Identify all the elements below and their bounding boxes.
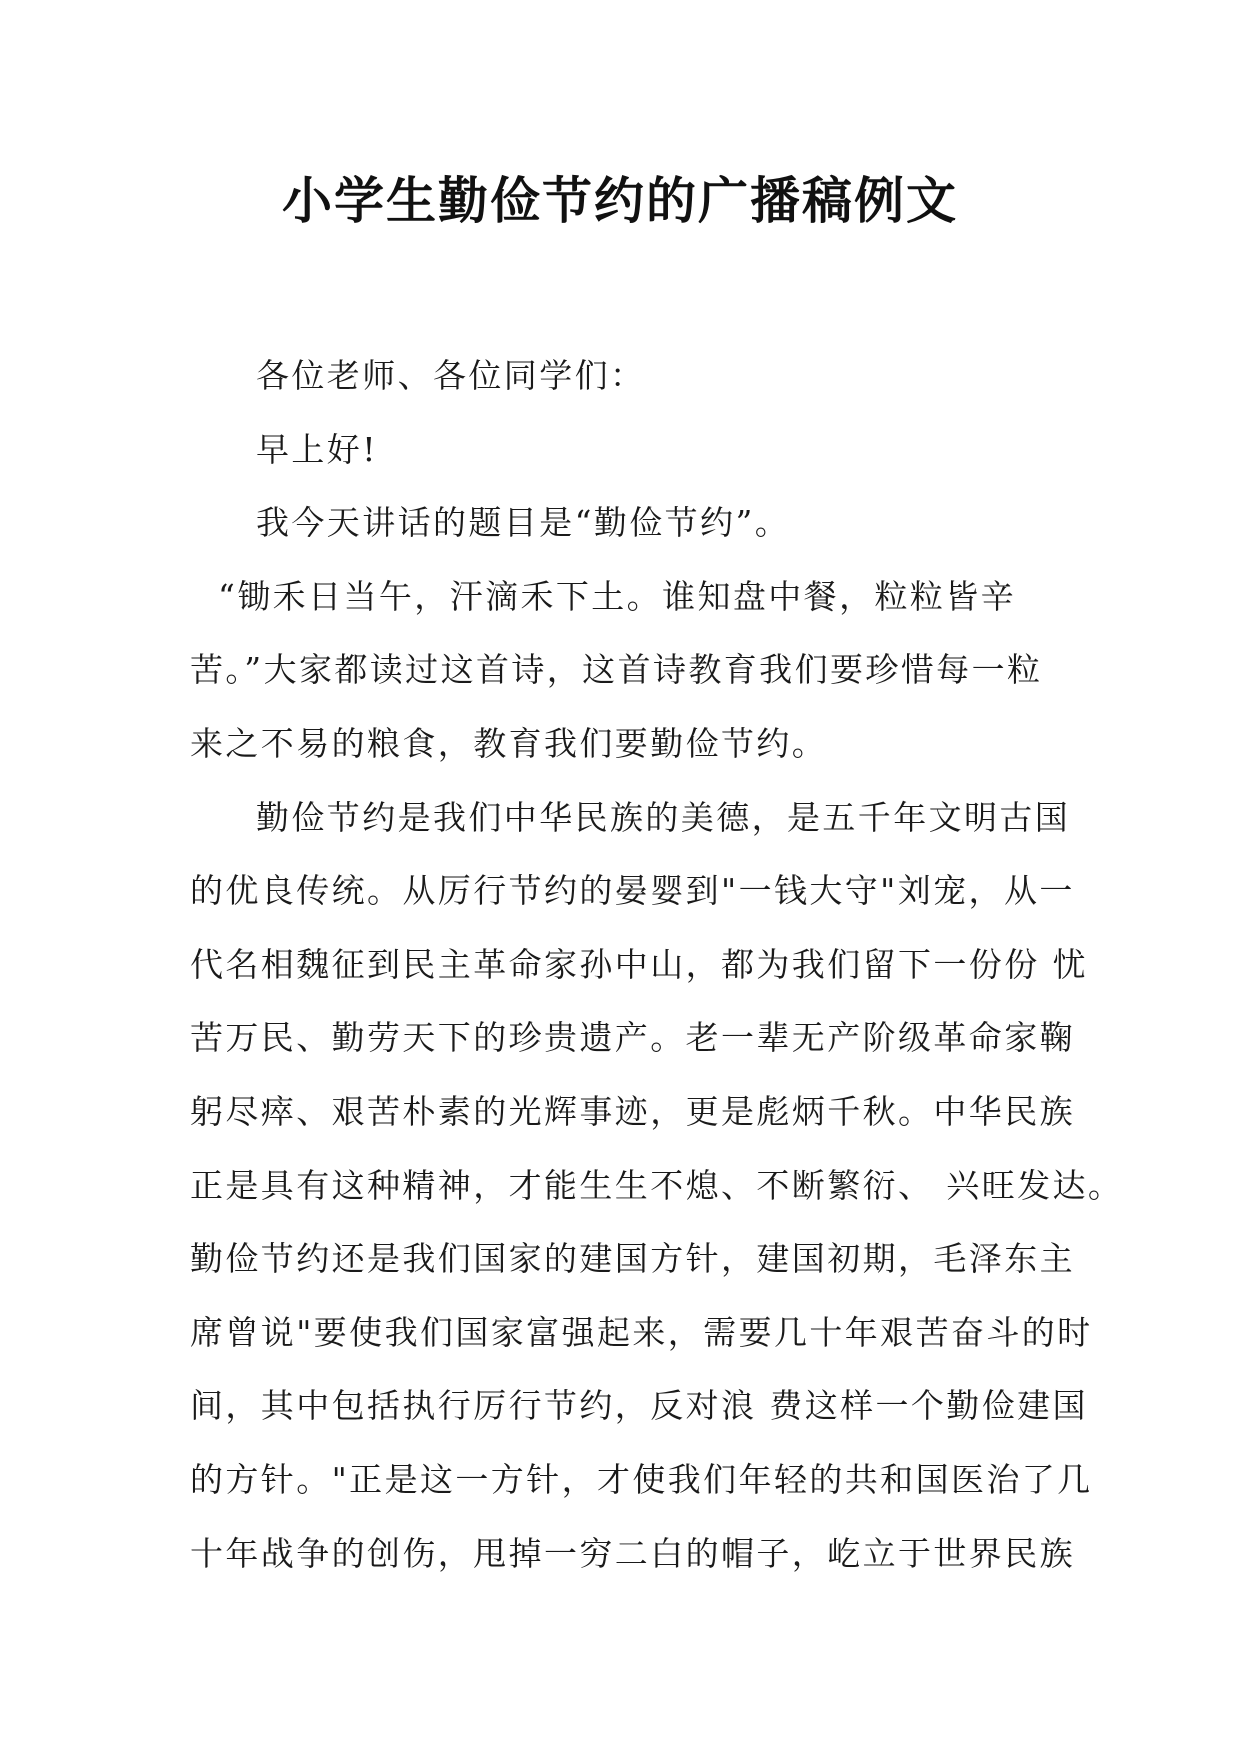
document-body	[190, 339, 1124, 1590]
paragraph-line: 苦。”大家都读过这首诗，这首诗教育我们要珍惜每一粒	[190, 650, 1043, 690]
paragraph-line: 十年战争的创伤，甩掉一穷二白的帽子，屹立于世界民族	[190, 1533, 1075, 1573]
paragraph-line: 勤俭节约是我们中华民族的美德，是五千年文明古国	[256, 797, 1071, 837]
paragraph-line: 躬尽瘁、艰苦朴素的光辉事迹，更是彪炳千秋。中华民族	[190, 1091, 1075, 1131]
paragraph-line: 席曾说"要使我们国家富强起来，需要几十年艰苦奋斗的时	[190, 1312, 1093, 1352]
paragraph-line: 勤俭节约还是我们国家的建国方针，建国初期，毛泽东主	[190, 1239, 1075, 1279]
salutation-line: 各位老师、各位同学们：	[256, 356, 646, 395]
greeting-line: 早上好!	[256, 429, 378, 469]
document-title: 小学生勤俭节约的广播稿例文	[282, 171, 958, 230]
paragraph-line: 来之不易的粮食，教育我们要勤俭节约。	[190, 723, 828, 763]
paragraph-line: 的优良传统。从厉行节约的晏婴到"一钱大守"刘宠，从一	[190, 871, 1075, 911]
paragraph-line: 代名相魏征到民主革命家孙中山，都为我们留下一份份 忧	[190, 944, 1088, 984]
paragraph-line: 的方针。"正是这一方针，才使我们年轻的共和国医治了几	[190, 1459, 1093, 1499]
paragraph-line: 正是具有这种精神，才能生生不熄、不断繁衍、 兴旺发达。	[190, 1165, 1124, 1205]
topic-line: 我今天讲话的题目是“勤俭节约”。	[256, 503, 791, 543]
paragraph-line: 间，其中包括执行厉行节约，反对浪 费这样一个勤俭建国	[190, 1386, 1088, 1426]
paragraph-line: 苦万民、勤劳天下的珍贵遗产。老一辈无产阶级革命家鞠	[190, 1018, 1075, 1058]
paragraph-line: “锄禾日当午，汗滴禾下土。谁知盘中餐，粒粒皆辛	[218, 576, 1017, 616]
